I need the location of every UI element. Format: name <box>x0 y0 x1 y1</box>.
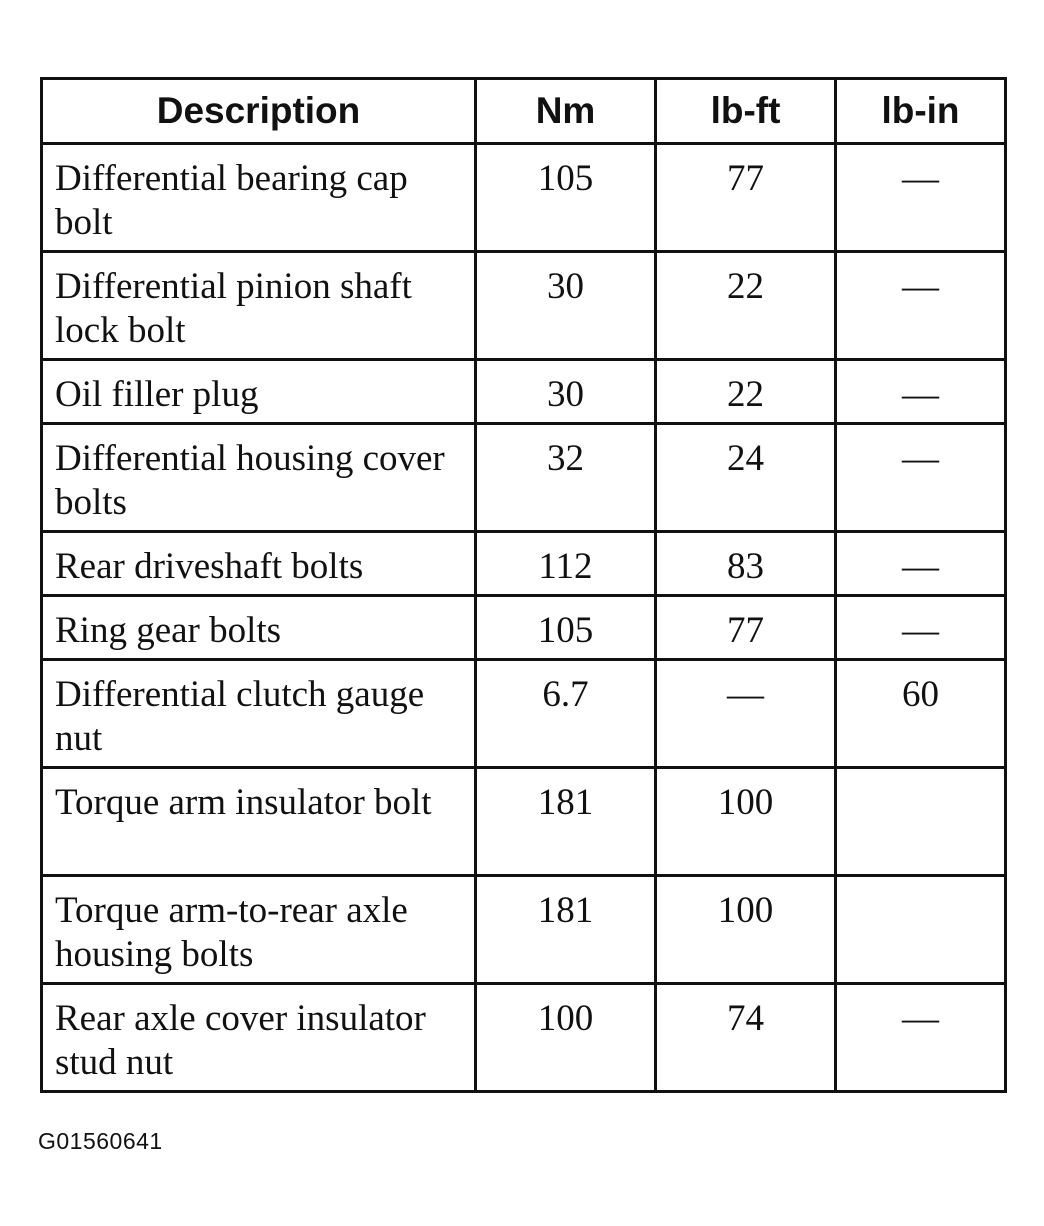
table-row <box>42 876 1006 984</box>
cell-description: Rear driveshaft bolts <box>42 532 476 596</box>
cell-nm: 30 <box>476 360 656 424</box>
header-row <box>42 79 1006 144</box>
header-description: Description <box>42 79 476 144</box>
cell-nm: 100 <box>476 984 656 1092</box>
cell-lbft: 77 <box>656 596 836 660</box>
table-row <box>42 768 1006 876</box>
cell-nm: 112 <box>476 532 656 596</box>
cell-lbft: 83 <box>656 532 836 596</box>
table-row <box>42 596 1006 660</box>
table-row <box>42 360 1006 424</box>
cell-lbft: 100 <box>656 876 836 984</box>
cell-lbft: 100 <box>656 768 836 876</box>
cell-lbft: 74 <box>656 984 836 1092</box>
header-lbin: lb-in <box>836 79 1006 144</box>
cell-nm: 181 <box>476 876 656 984</box>
cell-description: Oil filler plug <box>42 360 476 424</box>
cell-description: Differential pinion shaft lock bolt <box>42 252 476 360</box>
table-row <box>42 424 1006 532</box>
header-lbft: lb-ft <box>656 79 836 144</box>
table-row <box>42 660 1006 768</box>
cell-lbin <box>836 768 1006 876</box>
cell-description: Differential bearing cap bolt <box>42 144 476 252</box>
cell-lbin: — <box>836 252 1006 360</box>
cell-lbft: 22 <box>656 252 836 360</box>
cell-lbft: 22 <box>656 360 836 424</box>
torque-spec-table <box>40 77 1007 1093</box>
cell-lbft: 24 <box>656 424 836 532</box>
table-row <box>42 532 1006 596</box>
cell-nm: 181 <box>476 768 656 876</box>
cell-lbin: — <box>836 984 1006 1092</box>
cell-description: Torque arm insulator bolt <box>42 768 476 876</box>
cell-lbin: — <box>836 532 1006 596</box>
cell-nm: 6.7 <box>476 660 656 768</box>
table-row <box>42 252 1006 360</box>
header-nm: Nm <box>476 79 656 144</box>
cell-description: Torque arm-to-rear axle housing bolts <box>42 876 476 984</box>
cell-description: Differential housing cover bolts <box>42 424 476 532</box>
cell-lbin: — <box>836 596 1006 660</box>
cell-description: Differential clutch gauge nut <box>42 660 476 768</box>
cell-description: Rear axle cover insulator stud nut <box>42 984 476 1092</box>
cell-nm: 105 <box>476 596 656 660</box>
table-row <box>42 984 1006 1092</box>
cell-lbin: — <box>836 360 1006 424</box>
figure-code: G01560641 <box>38 1128 163 1154</box>
cell-lbin: — <box>836 424 1006 532</box>
cell-nm: 30 <box>476 252 656 360</box>
cell-lbin: 60 <box>836 660 1006 768</box>
cell-nm: 105 <box>476 144 656 252</box>
cell-lbft: 77 <box>656 144 836 252</box>
cell-lbft: — <box>656 660 836 768</box>
cell-description: Ring gear bolts <box>42 596 476 660</box>
cell-lbin <box>836 876 1006 984</box>
cell-lbin: — <box>836 144 1006 252</box>
cell-nm: 32 <box>476 424 656 532</box>
table-row <box>42 144 1006 252</box>
